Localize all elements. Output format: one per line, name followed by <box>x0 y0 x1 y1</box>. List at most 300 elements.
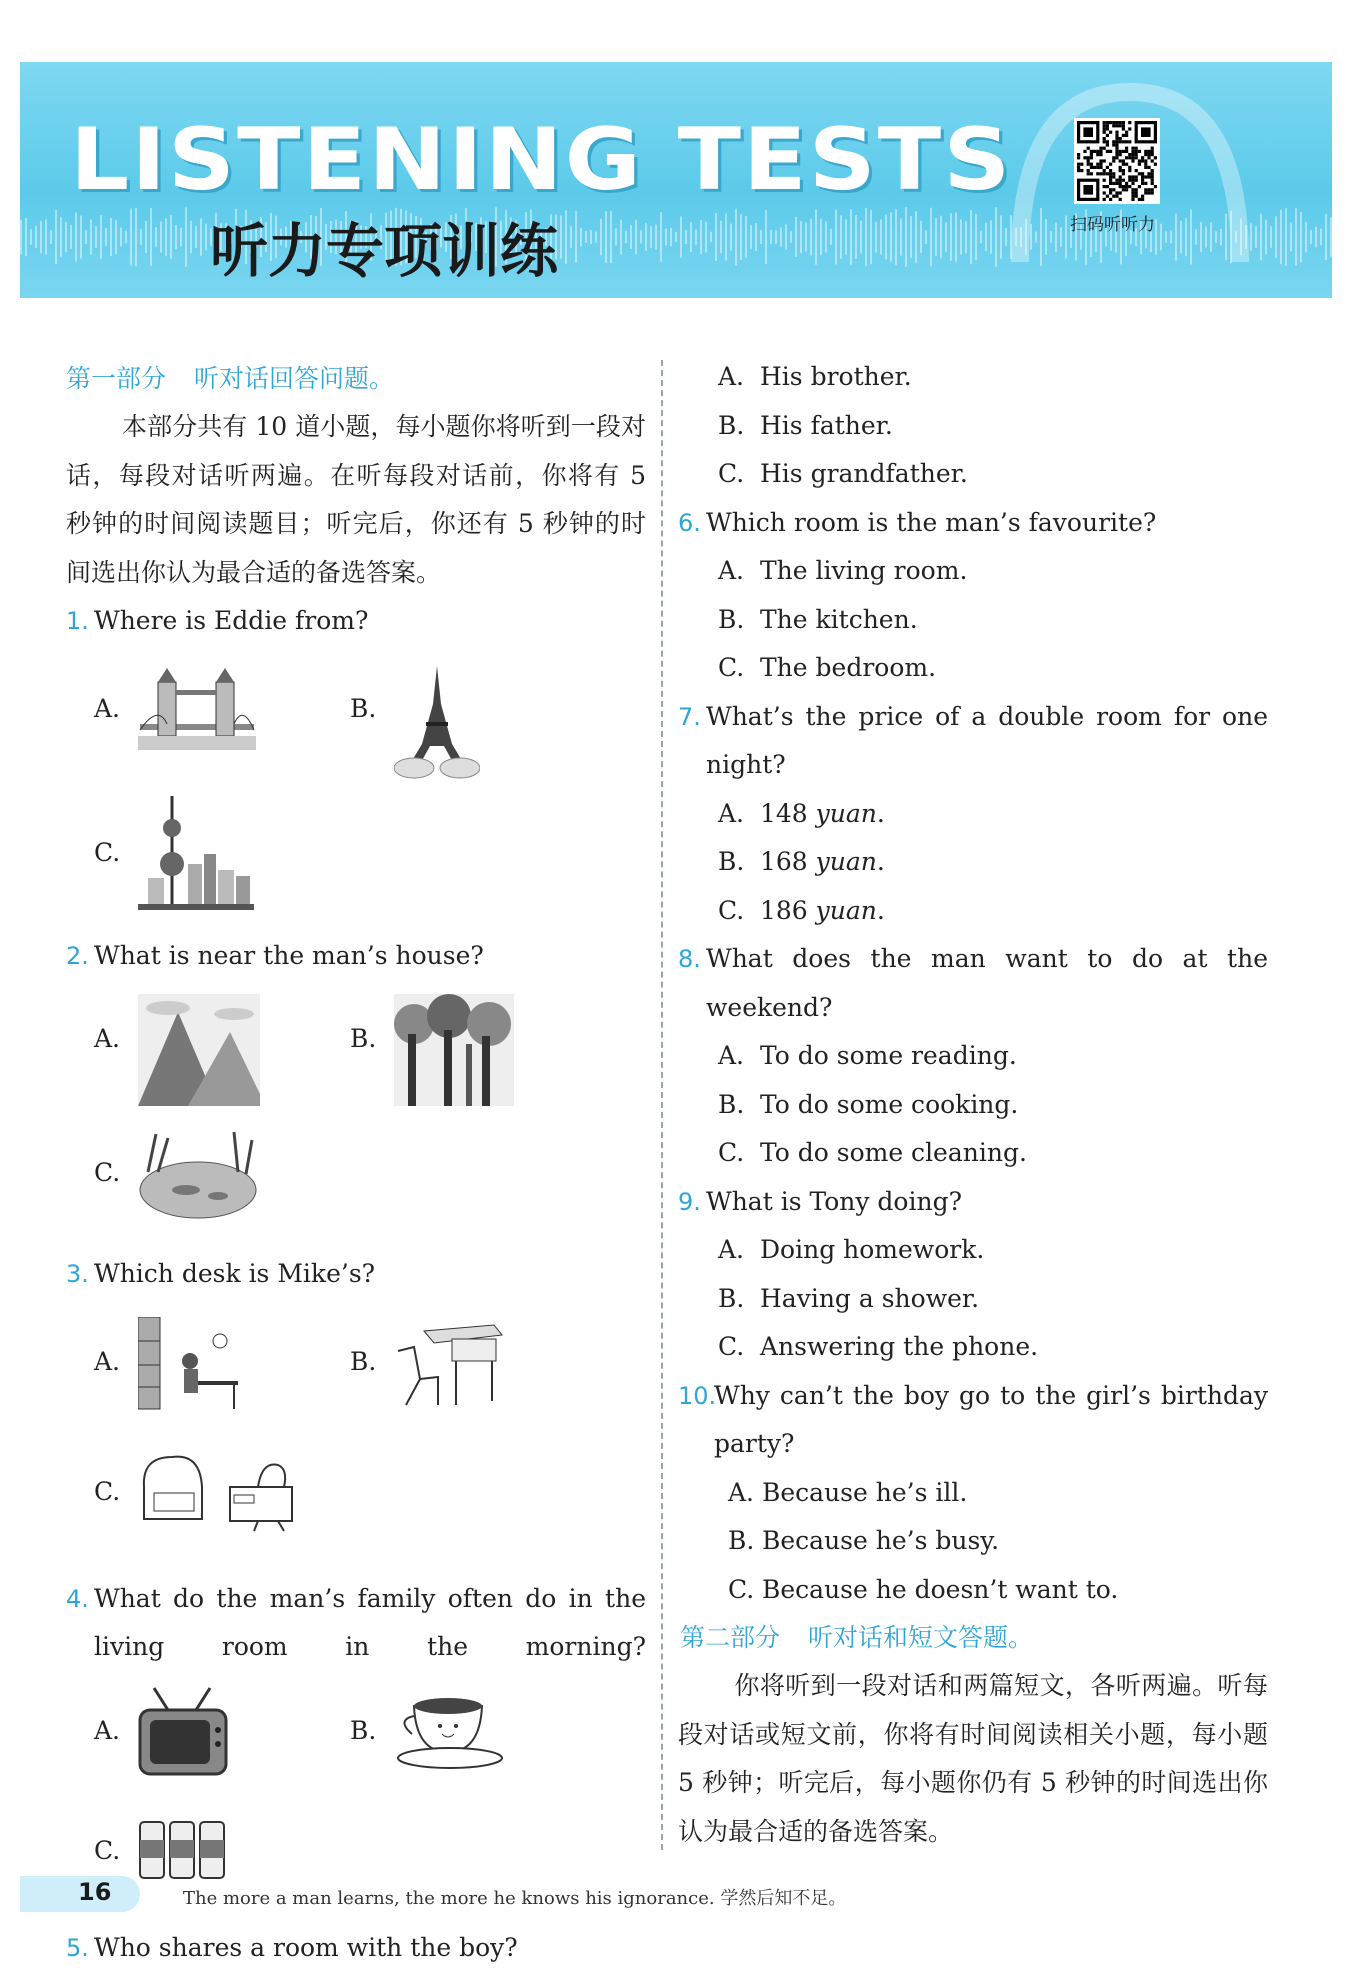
wave-bar <box>865 208 867 266</box>
qr-module <box>1128 127 1131 130</box>
qr-finder <box>1141 127 1151 137</box>
qr-module <box>1131 156 1134 159</box>
wave-bar <box>1005 228 1007 246</box>
wave-bar <box>810 219 812 256</box>
sofa-desk-icon <box>138 1447 294 1533</box>
qr-module <box>1125 163 1128 166</box>
qr-module <box>1119 153 1122 156</box>
wave-bar <box>750 225 752 248</box>
wave-bar <box>855 215 857 259</box>
q10-option-c[interactable]: C. Because he doesn’t want to. <box>678 1566 1268 1615</box>
wave-bar <box>1040 208 1042 266</box>
qr-module <box>1112 124 1115 127</box>
question-8: 8. What does the man want to do at the <box>678 935 1268 984</box>
qr-module <box>1109 169 1112 172</box>
wave-bar <box>200 218 202 255</box>
qr-module <box>1147 191 1150 194</box>
question-7-cont: night? <box>678 741 1268 790</box>
qr-module <box>1144 191 1147 194</box>
wave-bar <box>705 222 707 253</box>
wave-bar <box>1060 227 1062 246</box>
wave-bar <box>1030 224 1032 250</box>
qr-module <box>1112 143 1115 146</box>
wave-bar <box>585 231 587 243</box>
qr-module <box>1103 185 1106 188</box>
qr-module <box>1109 191 1112 194</box>
qr-module <box>1106 166 1109 169</box>
qr-module <box>1151 169 1154 172</box>
wave-bar <box>985 223 987 251</box>
question-8-cont: weekend? <box>678 984 1268 1033</box>
qr-module <box>1128 185 1131 188</box>
qr-module <box>1103 198 1106 201</box>
qr-module <box>1090 156 1093 159</box>
wave-bar <box>670 228 672 246</box>
q5-option-a[interactable]: A. His brother. <box>678 353 1268 402</box>
qr-module <box>1135 153 1138 156</box>
qr-module <box>1119 185 1122 188</box>
qr-module <box>1119 191 1122 194</box>
qr-module <box>1151 175 1154 178</box>
qr-module <box>1131 188 1134 191</box>
wave-bar <box>775 230 777 243</box>
qr-module <box>1087 159 1090 162</box>
qr-module <box>1077 163 1080 166</box>
wave-bar <box>165 218 167 256</box>
qr-module <box>1112 121 1115 124</box>
wave-bar <box>675 232 677 242</box>
wave-bar <box>1225 214 1227 260</box>
qr-module <box>1115 131 1118 134</box>
wave-bar <box>1065 216 1067 259</box>
qr-module <box>1119 140 1122 143</box>
q7-option-a[interactable]: A. 148 yuan. <box>678 790 1268 839</box>
wave-bar <box>975 214 977 260</box>
qr-module <box>1109 175 1112 178</box>
q9-option-b[interactable]: B. Having a shower. <box>678 1275 1268 1324</box>
qr-module <box>1112 156 1115 159</box>
qr-module <box>1144 150 1147 153</box>
wave-bar <box>65 222 67 253</box>
qr-module <box>1135 169 1138 172</box>
wave-bar <box>1000 216 1002 259</box>
q10-option-b[interactable]: B. Because he’s busy. <box>678 1517 1268 1566</box>
wave-bar <box>995 207 997 267</box>
qr-module <box>1135 150 1138 153</box>
wave-bar <box>990 220 992 253</box>
wave-bar <box>620 220 622 255</box>
qr-module <box>1141 175 1144 178</box>
qr-module <box>1154 185 1157 188</box>
qr-module <box>1122 140 1125 143</box>
q5-option-c[interactable]: C. His grandfather. <box>678 450 1268 499</box>
qr-module <box>1106 150 1109 153</box>
wave-bar <box>565 210 567 263</box>
qr-module <box>1119 121 1122 124</box>
q9-option-a[interactable]: A. Doing homework. <box>678 1226 1268 1275</box>
wave-bar <box>725 214 727 261</box>
qr-module <box>1122 134 1125 137</box>
wave-bar <box>1280 210 1282 264</box>
wave-bar <box>845 220 847 255</box>
qr-module <box>1115 134 1118 137</box>
q8-option-a[interactable]: A. To do some reading. <box>678 1032 1268 1081</box>
qr-module <box>1115 150 1118 153</box>
qr-module <box>1103 191 1106 194</box>
qr-module <box>1077 153 1080 156</box>
wave-bar <box>175 225 177 249</box>
qr-module <box>1112 195 1115 198</box>
wave-bar <box>825 221 827 252</box>
wave-bar <box>615 228 617 245</box>
q8-option-b[interactable]: B. To do some cooking. <box>678 1081 1268 1130</box>
qr-module <box>1112 172 1115 175</box>
wave-bar <box>980 231 982 244</box>
q3-row-ab: A. B. <box>66 1317 646 1447</box>
qr-module <box>1112 159 1115 162</box>
qr-module <box>1128 169 1131 172</box>
qr-module <box>1119 169 1122 172</box>
qr-module <box>1096 153 1099 156</box>
wave-bar <box>915 211 917 262</box>
wave-bar <box>1035 231 1037 242</box>
qr-module <box>1115 140 1118 143</box>
wave-bar <box>185 207 187 266</box>
qr-module <box>1131 147 1134 150</box>
wave-bar <box>890 212 892 261</box>
question-1: 1. Where is Eddie from? <box>66 597 646 646</box>
wave-bar <box>205 224 207 251</box>
qr-module <box>1103 169 1106 172</box>
wave-bar <box>880 220 882 255</box>
qr-module <box>1144 182 1147 185</box>
q8-option-c[interactable]: C. To do some cleaning. <box>678 1129 1268 1178</box>
qr-module <box>1083 150 1086 153</box>
study-desk-icon <box>138 1317 242 1413</box>
wave-bar <box>955 212 957 261</box>
qr-module <box>1122 188 1125 191</box>
wave-bar <box>1195 229 1197 244</box>
qr-module <box>1115 137 1118 140</box>
wave-bar <box>90 220 92 255</box>
wave-bar <box>765 210 767 264</box>
qr-module <box>1141 159 1144 162</box>
qr-finder <box>1083 185 1093 195</box>
qr-module <box>1144 153 1147 156</box>
qr-module <box>1103 124 1106 127</box>
wave-bar <box>700 220 702 254</box>
wave-bar <box>745 216 747 258</box>
qr-module <box>1115 191 1118 194</box>
wave-bar <box>1055 222 1057 251</box>
coffee-cup-icon <box>394 1686 506 1770</box>
wave-bar <box>110 218 112 256</box>
qr-module <box>1125 140 1128 143</box>
qr-module <box>1131 198 1134 201</box>
question-3: 3. Which desk is Mike’s? <box>66 1250 646 1299</box>
wave-bar <box>665 229 667 246</box>
qr-module <box>1103 131 1106 134</box>
qr-module <box>1096 163 1099 166</box>
part2-intro: 你将听到一段对话和两篇短文，各听两遍。听每段对话或短文前，你将有时间阅读相关小题，每小题 5 秒钟；听完后，每小题你仍有 5 秒钟的时间选出你认为最合适的备选答案。 <box>678 1662 1268 1856</box>
qr-module <box>1099 147 1102 150</box>
wave-bar <box>1325 214 1327 260</box>
qr-module <box>1128 175 1131 178</box>
q5-option-b[interactable]: B. His father. <box>678 402 1268 451</box>
wave-bar <box>920 221 922 253</box>
wave-bar <box>1330 217 1332 256</box>
wave-bar <box>605 211 607 263</box>
qr-module <box>1151 147 1154 150</box>
qr-module <box>1109 121 1112 124</box>
qr-module <box>1115 153 1118 156</box>
q6-option-b[interactable]: B. The kitchen. <box>678 596 1268 645</box>
qr-module <box>1103 147 1106 150</box>
qr-module <box>1128 121 1131 124</box>
wave-bar <box>580 228 582 246</box>
wave-bar <box>645 223 647 251</box>
qr-module <box>1131 191 1134 194</box>
qr-module <box>1122 179 1125 182</box>
wave-bar <box>1315 227 1317 248</box>
wave-bar <box>650 226 652 248</box>
q2-row-ab: A. B. <box>66 994 646 1124</box>
wave-bar <box>695 229 697 244</box>
wave-bar <box>55 210 57 264</box>
wave-bar <box>180 228 182 247</box>
wave-bar <box>85 230 87 244</box>
wave-bar <box>875 222 877 253</box>
q10-option-a[interactable]: A. Because he’s ill. <box>678 1469 1268 1518</box>
wave-bar <box>600 219 602 256</box>
qr-module <box>1151 179 1154 182</box>
q9-option-c[interactable]: C. Answering the phone. <box>678 1323 1268 1372</box>
wave-bar <box>730 224 732 251</box>
wave-bar <box>1250 223 1252 250</box>
qr-module <box>1125 188 1128 191</box>
qr-module <box>1087 156 1090 159</box>
qr-module <box>1119 159 1122 162</box>
wave-bar <box>935 218 937 256</box>
qr-module <box>1106 143 1109 146</box>
qr-module <box>1077 156 1080 159</box>
qr-module <box>1099 153 1102 156</box>
wave-bar <box>1210 222 1212 252</box>
question-10: 10. Why can’t the boy go to the girl’s birthday <box>678 1372 1268 1421</box>
qr-module <box>1115 147 1118 150</box>
qr-module <box>1125 147 1128 150</box>
qr-module <box>1147 175 1150 178</box>
wave-bar <box>755 223 757 251</box>
qr-module <box>1099 150 1102 153</box>
qr-module <box>1131 153 1134 156</box>
qr-module <box>1147 156 1150 159</box>
qr-module <box>1154 156 1157 159</box>
qr-module <box>1125 131 1128 134</box>
qr-module <box>1122 127 1125 130</box>
wave-bar <box>835 210 837 265</box>
qr-module <box>1131 150 1134 153</box>
qr-module <box>1138 172 1141 175</box>
qr-module <box>1103 140 1106 143</box>
wave-bar <box>785 224 787 249</box>
wave-bar <box>75 212 77 261</box>
qr-module <box>1087 169 1090 172</box>
qr-module <box>1115 156 1118 159</box>
wave-bar <box>25 218 27 256</box>
qr-module <box>1128 156 1131 159</box>
qr-module <box>1090 153 1093 156</box>
wave-bar <box>720 221 722 254</box>
qr-module <box>1109 182 1112 185</box>
qr-module <box>1141 156 1144 159</box>
qr-module <box>1103 121 1106 124</box>
qr-module <box>1096 150 1099 153</box>
wave-bar <box>1050 231 1052 243</box>
qr-module <box>1099 166 1102 169</box>
qr-module <box>1135 188 1138 191</box>
wave-bar <box>1310 230 1312 244</box>
wave-bar <box>95 226 97 248</box>
qr-module <box>1099 159 1102 162</box>
wave-bar <box>910 216 912 258</box>
wave-bar <box>590 230 592 244</box>
qr-module <box>1077 169 1080 172</box>
wave-bar <box>1045 219 1047 255</box>
wave-bar <box>575 211 577 263</box>
wave-bar <box>930 208 932 267</box>
qr-module <box>1135 147 1138 150</box>
qr-module <box>1138 163 1141 166</box>
qr-module <box>1087 172 1090 175</box>
wave-bar <box>610 211 612 263</box>
qr-module <box>1096 172 1099 175</box>
qr-module <box>1131 175 1134 178</box>
wave-bar <box>800 221 802 253</box>
qr-module <box>1144 163 1147 166</box>
mountains-icon <box>138 994 260 1106</box>
forest-icon <box>394 994 514 1106</box>
wave-bar <box>640 230 642 243</box>
wave-bar <box>35 226 37 248</box>
wave-bar <box>1295 208 1297 265</box>
wave-bar <box>710 232 712 242</box>
qr-module <box>1115 195 1118 198</box>
wave-bar <box>50 230 52 244</box>
question-5: 5. Who shares a room with the boy? <box>66 1924 646 1972</box>
q2-row-c: C. <box>66 1124 646 1240</box>
wave-bar <box>870 210 872 264</box>
q7-option-b[interactable]: B. 168 yuan. <box>678 838 1268 887</box>
wave-bar <box>635 220 637 254</box>
wave-bar <box>190 221 192 253</box>
qr-module <box>1131 195 1134 198</box>
qr-module <box>1109 198 1112 201</box>
wave-bar <box>895 209 897 265</box>
q7-option-c[interactable]: C. 186 yuan. <box>678 887 1268 936</box>
qr-module <box>1141 172 1144 175</box>
qr-module <box>1122 163 1125 166</box>
qr-module <box>1109 188 1112 191</box>
q6-option-a[interactable]: A. The living room. <box>678 547 1268 596</box>
wave-bar <box>1205 226 1207 247</box>
wave-bar <box>125 231 127 244</box>
qr-module <box>1125 134 1128 137</box>
qr-module <box>1141 195 1144 198</box>
wave-bar <box>1320 229 1322 246</box>
right-column <box>678 353 1268 1856</box>
oriental-pearl-tower-icon <box>138 794 254 912</box>
qr-code-icon[interactable] <box>1074 118 1160 204</box>
part2-title: 第二部分 听对话和短文答题。 <box>680 1614 1268 1662</box>
qr-module <box>1080 169 1083 172</box>
qr-module <box>1147 166 1150 169</box>
wave-bar <box>160 222 162 253</box>
wave-bar <box>1265 220 1267 255</box>
wave-bar <box>770 230 772 244</box>
qr-module <box>1151 191 1154 194</box>
wave-bar <box>925 230 927 244</box>
wave-bar <box>30 229 32 245</box>
wave-bar <box>45 219 47 254</box>
qr-module <box>1128 153 1131 156</box>
qr-module <box>1109 131 1112 134</box>
qr-module <box>1135 156 1138 159</box>
qr-module <box>1154 163 1157 166</box>
wave-bar <box>760 230 762 244</box>
qr-module <box>1112 140 1115 143</box>
qr-module <box>1099 172 1102 175</box>
qr-module <box>1106 124 1109 127</box>
wave-bar <box>950 213 952 261</box>
qr-module <box>1135 195 1138 198</box>
q6-option-c[interactable]: C. The bedroom. <box>678 644 1268 693</box>
qr-module <box>1103 179 1106 182</box>
q1-row-ab: A. B. <box>66 664 646 794</box>
wave-bar <box>1220 229 1222 245</box>
qr-module <box>1109 150 1112 153</box>
wave-bar <box>655 225 657 250</box>
wave-bar <box>625 231 627 244</box>
wave-bar <box>960 219 962 254</box>
wave-bar <box>965 221 967 253</box>
wave-bar <box>1215 231 1217 243</box>
wave-bar <box>1275 216 1277 257</box>
header-banner <box>20 62 1332 298</box>
qr-module <box>1122 150 1125 153</box>
footer-quote: The more a man learns, the more he knows his ignorance. 学然后知不足。 <box>183 1884 846 1910</box>
wave-bar <box>115 220 117 254</box>
qr-module <box>1090 150 1093 153</box>
part1-intro: 本部分共有 10 道小题，每小题你将听到一段对话，每段对话听两遍。在听每段对话前，你将有 5 秒钟的时间阅读题目；听完后，你还有 5 秒钟的时间选出你认为最合适的备选答案。 <box>66 403 646 597</box>
wave-bar <box>60 217 62 256</box>
qr-module <box>1151 182 1154 185</box>
qr-module <box>1080 163 1083 166</box>
q1-row-c: C. <box>66 794 646 922</box>
wave-bar <box>795 217 797 257</box>
wave-bar <box>1260 214 1262 261</box>
wave-bar <box>145 221 147 253</box>
qr-label: 扫码听听力 <box>1070 210 1180 235</box>
wave-bar <box>1200 222 1202 252</box>
wave-bar <box>105 228 107 246</box>
qr-module <box>1119 182 1122 185</box>
wave-bar <box>1285 208 1287 265</box>
wave-bar <box>1180 221 1182 254</box>
wave-bar <box>195 226 197 248</box>
wave-bar <box>660 212 662 262</box>
wave-bar <box>560 215 562 258</box>
